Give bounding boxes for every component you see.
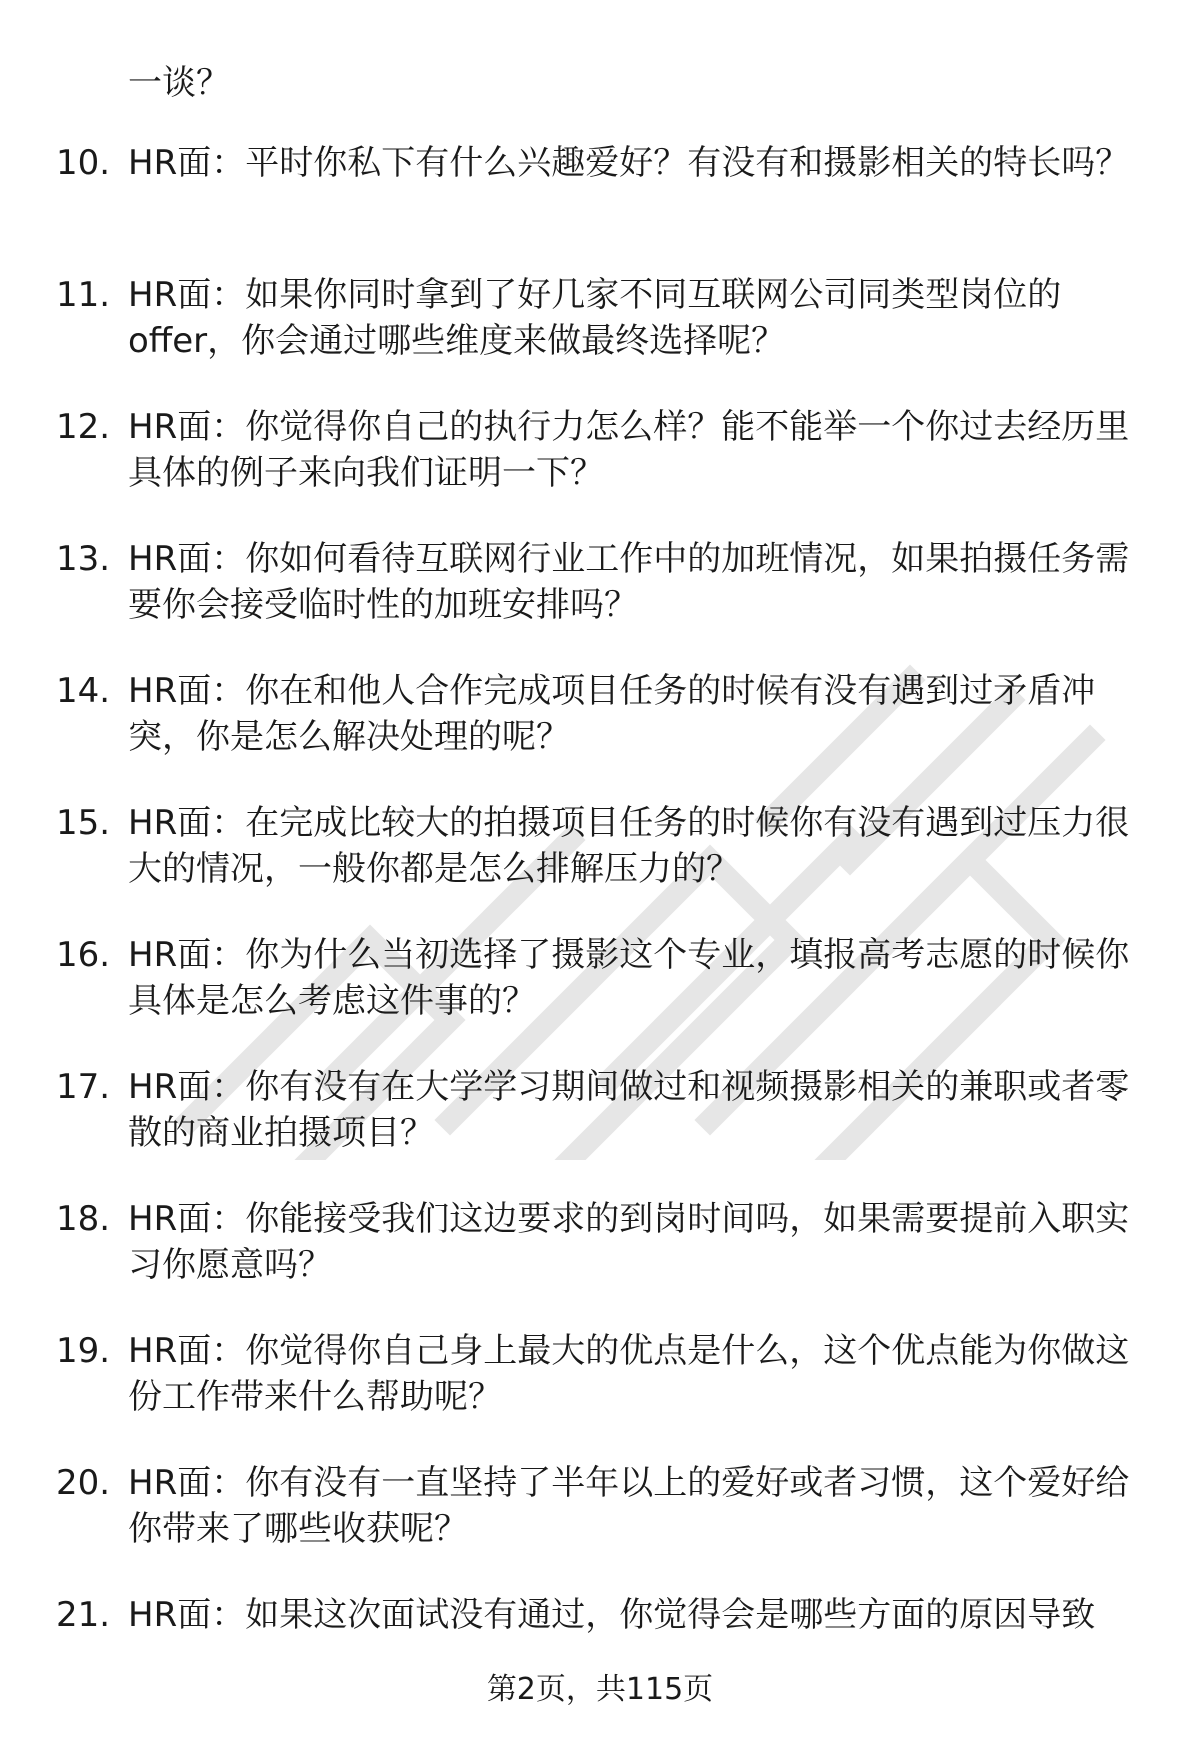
question-item (0, 1064, 1200, 1196)
question-number: 10. (56, 143, 111, 183)
question-text: HR面：你觉得你自己的执行力怎么样？能不能举一个你过去经历里具体的例子来向我们证明一下？ (128, 407, 1130, 493)
question-number: 17. (56, 1067, 111, 1107)
question-number: 18. (56, 1199, 111, 1239)
page-number-footer: 第2页，共115页 (486, 1672, 714, 1707)
question-item (0, 140, 1200, 272)
question-text: HR面：你有没有一直坚持了半年以上的爱好或者习惯，这个爱好给你带来了哪些收获呢？ (128, 1463, 1130, 1549)
question-text: HR面：你能接受我们这边要求的到岗时间吗，如果需要提前入职实习你愿意吗？ (128, 1199, 1130, 1285)
question-text: HR面：平时你私下有什么兴趣爱好？有没有和摄影相关的特长吗？ (128, 143, 1130, 183)
question-item (0, 1328, 1200, 1460)
question-item (0, 668, 1200, 800)
question-item (0, 1460, 1200, 1592)
question-item (0, 932, 1200, 1064)
question-text: HR面：在完成比较大的拍摄项目任务的时候你有没有遇到过压力很大的情况，一般你都是怎么排解压力的？ (128, 803, 1130, 889)
question-item (0, 536, 1200, 668)
question-number: 16. (56, 935, 111, 975)
question-number: 13. (56, 539, 111, 579)
question-number: 20. (56, 1463, 111, 1503)
question-text: HR面：如果你同时拿到了好几家不同互联网公司同类型岗位的offer，你会通过哪些维度来做最终选择呢？ (128, 275, 1062, 361)
question-text: HR面：你觉得你自己身上最大的优点是什么，这个优点能为你做这份工作带来什么帮助呢？ (128, 1331, 1130, 1417)
question-text: HR面：如果这次面试没有通过，你觉得会是哪些方面的原因导致 (128, 1595, 1096, 1635)
question-number: 19. (56, 1331, 111, 1371)
question-item (0, 1196, 1200, 1328)
question-number: 11. (56, 275, 111, 315)
question-text: HR面：你在和他人合作完成项目任务的时候有没有遇到过矛盾冲突，你是怎么解决处理的呢？ (128, 671, 1096, 757)
question-text: HR面：你如何看待互联网行业工作中的加班情况，如果拍摄任务需要你会接受临时性的加班安排吗？ (128, 539, 1130, 625)
question-number: 14. (56, 671, 111, 711)
question-text: HR面：你有没有在大学学习期间做过和视频摄影相关的兼职或者零散的商业拍摄项目？ (128, 1067, 1130, 1153)
question-number: 15. (56, 803, 111, 843)
question-text: HR面：你为什么当初选择了摄影这个专业，填报高考志愿的时候你具体是怎么考虑这件事的？ (128, 935, 1130, 1021)
question-list (0, 140, 1200, 1724)
question-number: 21. (56, 1595, 111, 1635)
continued-question-tail: 一谈？ (128, 63, 230, 103)
question-number: 12. (56, 407, 111, 447)
question-item (0, 272, 1200, 404)
question-item (0, 800, 1200, 932)
question-item (0, 404, 1200, 536)
